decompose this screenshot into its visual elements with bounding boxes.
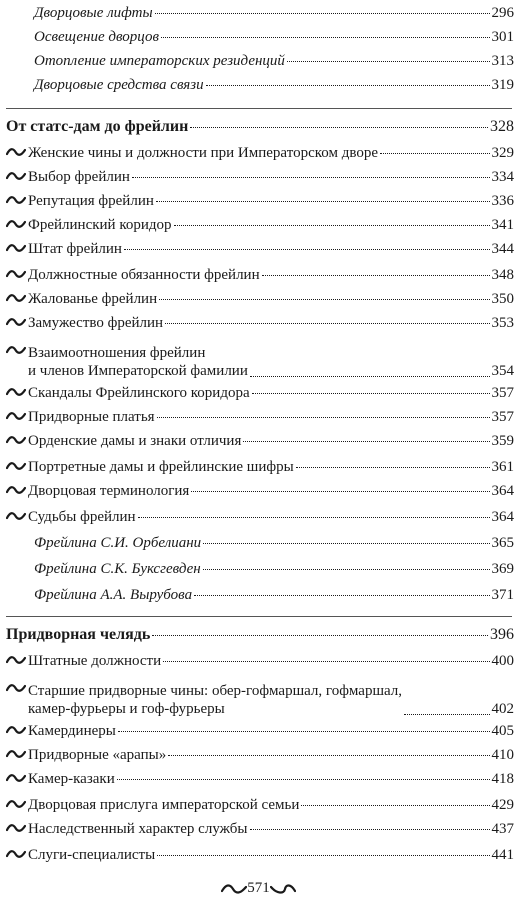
- toc-page-number: 365: [491, 535, 514, 551]
- toc-chapter-entry[interactable]: [6, 192, 514, 210]
- toc-subentry[interactable]: [34, 52, 514, 70]
- toc-page-number: 364: [491, 509, 514, 525]
- toc-entry-title: Дворцовые средства связи: [34, 77, 204, 93]
- swirl-ornament-icon: [6, 147, 28, 157]
- swirl-ornament-icon: [6, 435, 28, 445]
- toc-entry-title: Фрейлина С.И. Орбелиани: [34, 535, 202, 551]
- toc-page-number: 344: [491, 241, 514, 257]
- toc-page-number: 341: [491, 217, 514, 233]
- toc-subentry[interactable]: [34, 534, 514, 552]
- dot-leader: [118, 730, 490, 732]
- toc-chapter-entry[interactable]: [6, 796, 514, 814]
- toc-chapter-entry[interactable]: [6, 168, 514, 186]
- toc-entry-title: Фрейлина С.К. Буксгевден: [34, 561, 201, 577]
- dot-leader: [174, 224, 490, 226]
- swirl-ornament-icon: [6, 269, 28, 279]
- toc-entry-title: Наследственный характер службы: [28, 821, 248, 837]
- dot-leader: [124, 248, 490, 250]
- toc-page-number: 334: [491, 169, 514, 185]
- page-number: 571: [247, 880, 270, 896]
- toc-page-number: 410: [491, 747, 514, 763]
- toc-page-number: 359: [491, 433, 514, 449]
- toc-entry-title: Жалованье фрейлин: [28, 291, 158, 307]
- toc-page-number: 313: [491, 53, 514, 69]
- dot-leader: [250, 375, 490, 377]
- swirl-ornament-icon: [6, 411, 28, 421]
- dot-leader: [157, 854, 489, 856]
- toc-chapter-entry[interactable]: [6, 144, 514, 162]
- toc-page-number: 353: [491, 315, 514, 331]
- dot-leader: [203, 542, 489, 544]
- toc-page-number: 350: [491, 291, 514, 307]
- dot-leader: [132, 176, 490, 178]
- toc-subentry[interactable]: [34, 4, 514, 22]
- dot-leader: [138, 516, 490, 518]
- toc-chapter-entry[interactable]: [6, 458, 514, 476]
- toc-subentry[interactable]: [34, 76, 514, 94]
- toc-entry-title: Замужество фрейлин: [28, 315, 164, 331]
- dot-leader: [165, 322, 489, 324]
- toc-chapter-entry[interactable]: [6, 432, 514, 450]
- swirl-ornament-icon: [6, 823, 28, 833]
- toc-chapter-entry[interactable]: [6, 340, 514, 380]
- toc-entry-title: Орденские дамы и знаки отличия: [28, 433, 242, 449]
- swirl-ornament-icon: [6, 243, 28, 253]
- toc-entry-title: Женские чины и должности при Императорском дворе: [28, 145, 378, 161]
- swirl-ornament-icon: [6, 485, 28, 495]
- toc-page-number: 329: [491, 145, 514, 161]
- toc-chapter-entry[interactable]: [6, 846, 514, 864]
- swirl-ornament-icon: [6, 293, 28, 303]
- toc-entry-title: Скандалы Фрейлинского коридора: [28, 385, 250, 401]
- dot-leader: [301, 804, 489, 806]
- toc-page-number: 371: [491, 587, 514, 603]
- toc-entry-title: Придворная челядь: [6, 626, 151, 643]
- swirl-ornament-icon: [221, 883, 247, 895]
- dot-leader: [157, 416, 490, 418]
- dot-leader: [117, 778, 490, 780]
- swirl-ornament-icon: [6, 749, 28, 759]
- toc-entry-title: Фрейлина А.А. Вырубова: [34, 587, 193, 603]
- swirl-ornament-icon: [6, 799, 28, 809]
- toc-entry-title: Дворцовая прислуга императорской семьи: [28, 797, 300, 813]
- toc-entry-title: От статс-дам до фрейлин: [6, 118, 189, 135]
- toc-page-number: 319: [491, 77, 514, 93]
- dot-leader: [190, 126, 488, 128]
- toc-part-heading[interactable]: [6, 118, 514, 136]
- toc-page-number: 348: [491, 267, 514, 283]
- swirl-ornament-icon: [6, 317, 28, 327]
- toc-part-heading[interactable]: [6, 626, 514, 644]
- toc-chapter-entry[interactable]: [6, 266, 514, 284]
- toc-chapter-entry[interactable]: [6, 290, 514, 308]
- toc-page-number: 437: [491, 821, 514, 837]
- dot-leader: [262, 274, 490, 276]
- section-separator: [6, 108, 512, 109]
- dot-leader: [243, 440, 489, 442]
- toc-page-number: 328: [490, 118, 514, 135]
- dot-leader: [404, 713, 489, 715]
- dot-leader: [168, 754, 489, 756]
- toc-chapter-entry[interactable]: [6, 722, 514, 740]
- toc-page-number: 301: [491, 29, 514, 45]
- toc-chapter-entry[interactable]: [6, 384, 514, 402]
- toc-page-number: 364: [491, 483, 514, 499]
- toc-entry-title-line1: Взаимоотношения фрейлин: [28, 345, 206, 361]
- section-separator: [6, 616, 512, 617]
- dot-leader: [296, 466, 490, 468]
- toc-page-number: 405: [491, 723, 514, 739]
- toc-page-number: 441: [491, 847, 514, 863]
- toc-chapter-entry[interactable]: [6, 652, 514, 670]
- dot-leader: [191, 490, 489, 492]
- dot-leader: [250, 828, 490, 830]
- swirl-ornament-icon: [6, 683, 28, 693]
- toc-subentry[interactable]: [34, 586, 514, 604]
- toc-entry-title: Дворцовая терминология: [28, 483, 190, 499]
- swirl-ornament-icon: [6, 345, 28, 355]
- dot-leader: [161, 36, 490, 38]
- toc-entry-title: Штатные должности: [28, 653, 162, 669]
- dot-leader: [163, 660, 489, 662]
- toc-entry-title: Выбор фрейлин: [28, 169, 130, 185]
- toc-entry-title: Репутация фрейлин: [28, 193, 154, 209]
- dot-leader: [152, 634, 488, 636]
- dot-leader: [155, 12, 490, 14]
- toc-page-number: 357: [491, 409, 514, 425]
- swirl-ornament-icon: [6, 171, 28, 181]
- dot-leader: [203, 568, 490, 570]
- toc-chapter-entry[interactable]: [6, 482, 514, 500]
- toc-chapter-entry[interactable]: [6, 408, 514, 426]
- toc-entry-title: [28, 682, 402, 718]
- toc-entry-title-line1: Старшие придворные чины: обер-гофмаршал, гофмаршал,: [28, 683, 403, 699]
- toc-chapter-entry[interactable]: [6, 508, 514, 526]
- page-footer: [0, 880, 517, 897]
- toc-chapter-entry[interactable]: [6, 678, 514, 718]
- toc-page-number: 354: [491, 363, 514, 379]
- toc-entry-title: Судьбы фрейлин: [28, 509, 136, 525]
- toc-entry-title: Дворцовые лифты: [34, 5, 153, 21]
- toc-entry-title: Придворные платья: [28, 409, 155, 425]
- toc-chapter-entry[interactable]: [6, 314, 514, 332]
- toc-entry-title: [28, 344, 248, 380]
- toc-chapter-entry[interactable]: [6, 240, 514, 258]
- toc-page-number: 369: [491, 561, 514, 577]
- toc-page-number: 336: [491, 193, 514, 209]
- toc-entry-title: Слуги-специалисты: [28, 847, 156, 863]
- toc-page-number: 396: [490, 626, 514, 643]
- swirl-ornament-icon: [6, 725, 28, 735]
- swirl-ornament-icon: [6, 219, 28, 229]
- toc-entry-title: Фрейлинский коридор: [28, 217, 172, 233]
- dot-leader: [156, 200, 490, 202]
- toc-chapter-entry[interactable]: [6, 216, 514, 234]
- dot-leader: [287, 60, 490, 62]
- dot-leader: [380, 152, 490, 154]
- toc-entry-title: Отопление императорских резиденций: [34, 53, 285, 69]
- swirl-ornament-icon: [6, 773, 28, 783]
- toc-chapter-entry[interactable]: [6, 820, 514, 838]
- swirl-ornament-icon: [6, 511, 28, 521]
- toc-chapter-entry[interactable]: [6, 770, 514, 788]
- toc-entry-title: Портретные дамы и фрейлинские шифры: [28, 459, 294, 475]
- toc-entry-title: Должностные обязанности фрейлин: [28, 267, 260, 283]
- toc-chapter-entry[interactable]: [6, 746, 514, 764]
- swirl-ornament-icon: [270, 883, 296, 895]
- toc-page-number: 361: [491, 459, 514, 475]
- toc-entry-title: Придворные «арапы»: [28, 747, 167, 763]
- toc-entry-title-line2: и членов Императорской фамилии: [28, 363, 248, 379]
- dot-leader: [252, 392, 490, 394]
- swirl-ornament-icon: [6, 849, 28, 859]
- toc-entry-title: Штат фрейлин: [28, 241, 122, 257]
- toc-page-number: 357: [491, 385, 514, 401]
- toc-entry-title-line2: камер-фурьеры и гоф-фурьеры: [28, 701, 225, 717]
- dot-leader: [206, 84, 490, 86]
- toc-page-number: 429: [491, 797, 514, 813]
- dot-leader: [159, 298, 489, 300]
- toc-page-number: 400: [491, 653, 514, 669]
- toc-entry-title: Освещение дворцов: [34, 29, 159, 45]
- toc-entry-title: Камердинеры: [28, 723, 116, 739]
- toc-subentry[interactable]: [34, 28, 514, 46]
- swirl-ornament-icon: [6, 655, 28, 665]
- toc-entry-title: Камер-казаки: [28, 771, 115, 787]
- swirl-ornament-icon: [6, 195, 28, 205]
- toc-page-number: 402: [491, 701, 514, 717]
- toc-page-number: 418: [491, 771, 514, 787]
- toc-page-number: 296: [491, 5, 514, 21]
- dot-leader: [194, 594, 489, 596]
- toc-subentry[interactable]: [34, 560, 514, 578]
- swirl-ornament-icon: [6, 387, 28, 397]
- swirl-ornament-icon: [6, 461, 28, 471]
